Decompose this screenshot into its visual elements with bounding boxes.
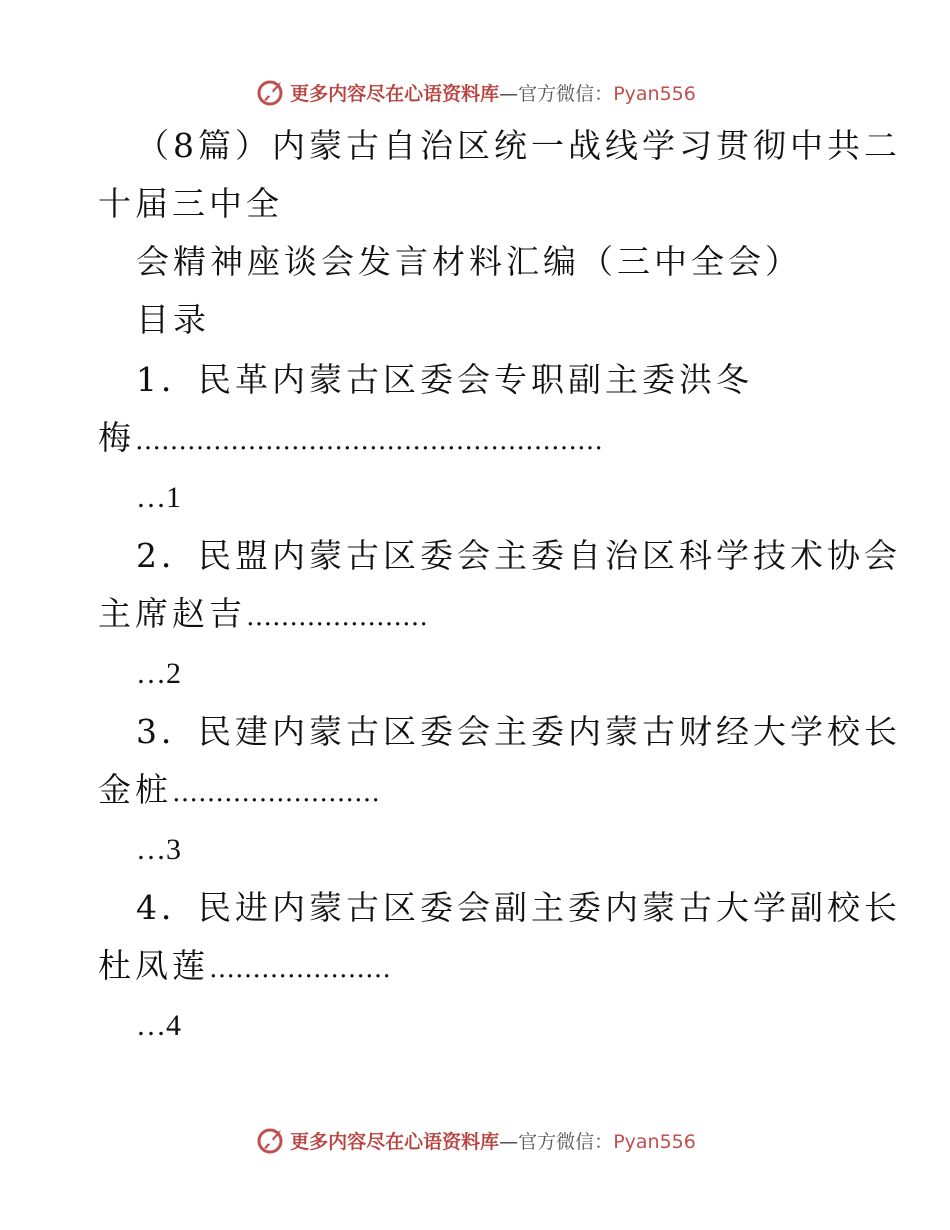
toc-entry-4-line-2[interactable] (98, 946, 391, 989)
banner-text (290, 1127, 696, 1154)
banner-official-label: 官方微信： (518, 82, 614, 105)
header-banner (0, 72, 950, 112)
toc-entry-2-name: 主席赵吉 (98, 594, 246, 633)
footer-banner (0, 1120, 950, 1160)
toc-entry-3-line-2[interactable] (98, 770, 380, 813)
toc-heading: 目录 (136, 300, 210, 339)
banner-wechat-id: Pyan556 (613, 82, 696, 105)
banner-official-label: 官方微信： (518, 1130, 614, 1153)
toc-entry-4-name: 杜凤莲 (98, 946, 209, 985)
toc-entry-2-leader: ………………… (246, 602, 428, 632)
quill-logo-icon (254, 76, 286, 108)
toc-entry-4-leader: ………………… (209, 954, 391, 984)
toc-entry-1-name: 梅 (98, 418, 135, 457)
toc-entry-2-line-2[interactable] (98, 594, 428, 637)
quill-logo-icon (254, 1124, 286, 1156)
banner-wechat-id: Pyan556 (613, 1130, 696, 1153)
toc-entry-3-leader: …………………… (172, 778, 380, 808)
title-line-3: 会精神座谈会发言材料汇编（三中全会） (136, 242, 802, 281)
toc-entry-2-line-1[interactable]: 2．民盟内蒙古区委会主委自治区科学技术协会 (136, 536, 901, 575)
toc-entry-4-page[interactable]: …4 (136, 1009, 181, 1042)
title-line-1: （8篇）内蒙古自治区统一战线学习贯彻中共二 (136, 126, 901, 165)
toc-entry-4-line-1[interactable]: 4．民进内蒙古区委会副主委内蒙古大学副校长 (136, 888, 901, 927)
toc-entry-3-page[interactable]: …3 (136, 833, 181, 866)
toc-entry-1-leader: ……………………………………………… (135, 426, 603, 456)
banner-brand: 更多内容尽在心语资料库 (290, 82, 500, 105)
banner-text (290, 79, 696, 106)
toc-entry-1-line-1[interactable]: 1．民革内蒙古区委会专职副主委洪冬 (136, 360, 753, 399)
banner-dash: — (499, 82, 519, 105)
toc-entry-3-name: 金桩 (98, 770, 172, 809)
toc-entry-1-page[interactable]: …1 (136, 481, 181, 514)
banner-brand: 更多内容尽在心语资料库 (290, 1130, 500, 1153)
title-line-2: 十届三中全 (98, 184, 283, 223)
banner-dash: — (499, 1130, 519, 1153)
toc-entry-3-line-1[interactable]: 3．民建内蒙古区委会主委内蒙古财经大学校长 (136, 712, 901, 751)
toc-entry-2-page[interactable]: …2 (136, 657, 181, 690)
toc-entry-1-line-2[interactable] (98, 418, 603, 461)
